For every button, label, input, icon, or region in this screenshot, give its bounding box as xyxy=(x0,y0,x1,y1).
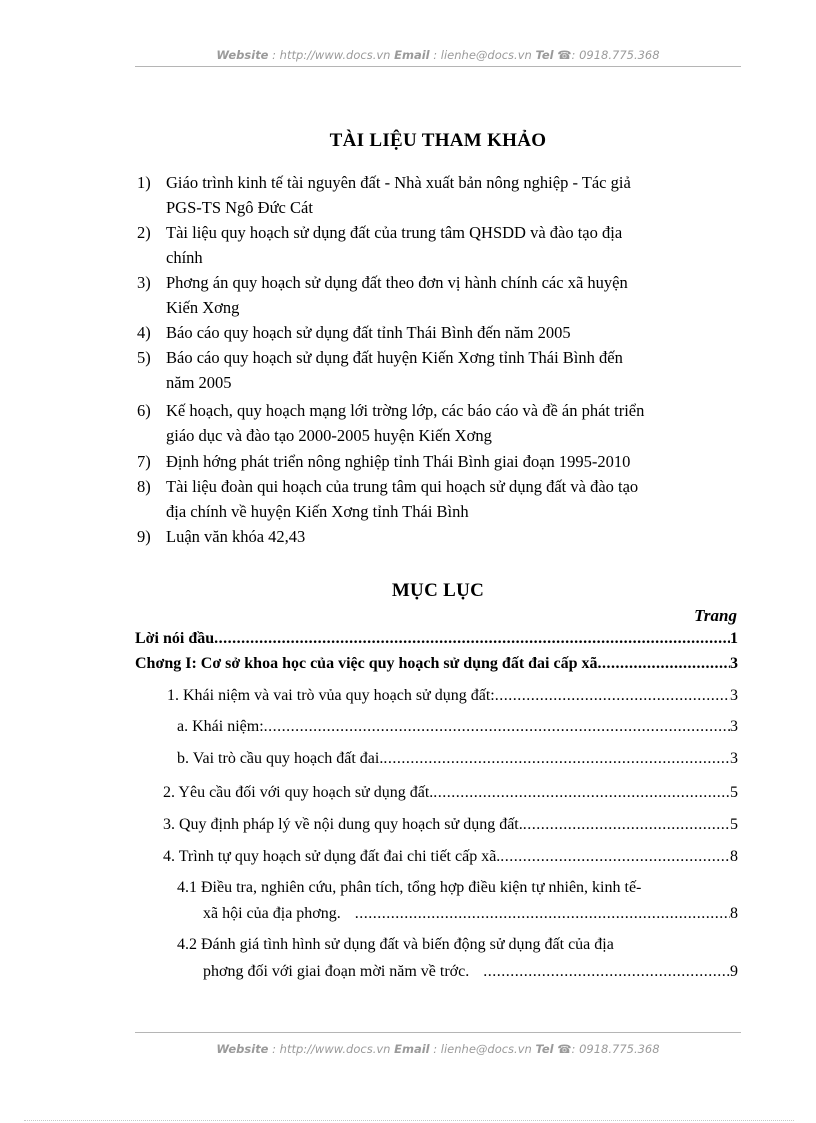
reference-text xyxy=(166,524,743,549)
toc-leader-dots xyxy=(523,816,730,834)
toc-entry-1b[interactable] xyxy=(177,750,738,768)
toc-entry-4-1[interactable] xyxy=(203,905,738,923)
toc-entry-1a[interactable] xyxy=(177,718,738,736)
toc-entry-loi-noi-dau[interactable] xyxy=(135,630,738,648)
reference-number: 4) xyxy=(137,323,151,342)
toc-entry-label: phơng đối với giai đoạn mời năm về trớc. xyxy=(203,963,470,980)
toc-entry-label: 1. Khái niệm và vai trò vủa quy hoạch sử dụng đất: xyxy=(167,687,495,704)
toc-entry-4-2[interactable] xyxy=(203,963,738,981)
reference-line: Báo cáo quy hoạch sử dụng đất tỉnh Thái Bình đến năm 2005 xyxy=(166,323,571,342)
toc-entry-4-2-line1: 4.2 Đánh giá tình hình sử dụng đất và biến động sử dụng đất của địa xyxy=(177,936,614,953)
reference-number: 2) xyxy=(137,223,151,242)
page-footer xyxy=(135,1042,741,1056)
toc-entry-4-1-line1: 4.1 Điều tra, nghiên cứu, phân tích, tổng hợp điều kiện tự nhiên, kinh tế- xyxy=(177,879,642,896)
reference-line: Báo cáo quy hoạch sử dụng đất huyện Kiến Xơng tỉnh Thái Bình đến xyxy=(166,348,623,367)
reference-item xyxy=(137,270,743,320)
footer-email-value: : lienhe@docs.vn xyxy=(433,1042,532,1056)
toc-entry-page: 1 xyxy=(730,630,738,647)
toc-leader-dots xyxy=(483,963,730,981)
reference-text xyxy=(166,398,743,448)
reference-line: Kế hoạch, quy hoạch mạng lới trờng lớp, các báo cáo và đề án phát triển xyxy=(166,401,645,420)
header-tel-label: Tel xyxy=(535,48,554,62)
toc-leader-dots xyxy=(598,655,731,673)
toc-entry-page: 3 xyxy=(730,655,738,672)
reference-line: Phơng án quy hoạch sử dụng đất theo đơn vị hành chính các xã huyện xyxy=(166,273,628,292)
reference-item xyxy=(137,474,743,524)
reference-text xyxy=(166,220,743,270)
toc-leader-dots xyxy=(355,905,730,923)
reference-number: 7) xyxy=(137,452,151,471)
reference-text xyxy=(166,474,743,524)
toc-entry-page: 3 xyxy=(730,687,738,704)
reference-text xyxy=(166,170,743,220)
reference-item xyxy=(137,398,743,448)
header-email-label: Email xyxy=(394,48,430,62)
toc-leader-dots xyxy=(264,718,730,736)
reference-text xyxy=(166,345,743,395)
footer-email-label: Email xyxy=(394,1042,430,1056)
toc-entry-label: Chơng I: Cơ sở khoa học của việc quy hoạch sử dụng đất đai cấp xã xyxy=(135,655,598,672)
toc-entry-page: 5 xyxy=(730,784,738,801)
header-email-value: : lienhe@docs.vn xyxy=(433,48,532,62)
toc-leader-dots xyxy=(500,848,730,866)
toc-entry-page: 3 xyxy=(730,718,738,735)
toc-leader-dots xyxy=(495,687,730,705)
reference-item xyxy=(137,345,743,395)
reference-item xyxy=(137,320,743,345)
toc-entry-2[interactable] xyxy=(163,784,738,802)
reference-line: địa chính về huyện Kiến Xơng tỉnh Thái Bình xyxy=(166,502,469,521)
reference-line: Tài liệu quy hoạch sử dụng đất của trung tâm QHSDD và đào tạo địa xyxy=(166,223,623,242)
toc-entry-chapter-1[interactable] xyxy=(135,655,738,673)
toc-entry-4[interactable] xyxy=(163,848,738,866)
toc-entry-3[interactable] xyxy=(163,816,738,834)
toc-entry-label: 4. Trình tự quy hoạch sử dụng đất đai chi tiết cấp xã. xyxy=(163,848,501,865)
footer-website-value: : http://www.docs.vn xyxy=(272,1042,391,1056)
reference-line: PGS-TS Ngô Đức Cát xyxy=(166,198,313,217)
toc-entry-page: 3 xyxy=(730,750,738,767)
toc-title: MỤC LỤC xyxy=(391,580,485,601)
toc-leader-dots xyxy=(214,630,730,648)
reference-line: Giáo trình kinh tế tài nguyên đất - Nhà xuất bản nông nghiệp - Tác giả xyxy=(166,173,631,192)
reference-line: Định hớng phát triển nông nghiệp tỉnh Thái Bình giai đoạn 1995-2010 xyxy=(166,452,631,471)
toc-entry-label: xã hội của địa phơng. xyxy=(203,905,341,922)
toc-entry-page: 9 xyxy=(730,963,738,980)
footer-tel-value: ☎: 0918.775.368 xyxy=(557,1042,660,1056)
reference-line: chính xyxy=(166,248,203,267)
page-bottom-border xyxy=(24,1120,794,1121)
reference-number: 9) xyxy=(137,527,151,546)
toc-entry-label: a. Khái niệm: xyxy=(177,718,264,735)
toc-entry-page: 5 xyxy=(730,816,738,833)
header-website-value: : http://www.docs.vn xyxy=(272,48,391,62)
footer-rule xyxy=(135,1032,741,1033)
toc-page-column-label: Trang xyxy=(694,606,737,625)
reference-number: 1) xyxy=(137,173,151,192)
reference-text xyxy=(166,320,743,345)
toc-entry-label: Lời nói đầu xyxy=(135,630,215,647)
reference-item xyxy=(137,449,743,474)
reference-number: 8) xyxy=(137,477,151,496)
reference-line: Luận văn khóa 42,43 xyxy=(166,527,306,546)
reference-line: giáo dục và đào tạo 2000-2005 huyện Kiến Xơng xyxy=(166,426,492,445)
header-website-label: Website xyxy=(216,48,269,62)
reference-number: 5) xyxy=(137,348,151,367)
reference-item xyxy=(137,524,743,549)
reference-text xyxy=(166,270,743,320)
toc-entry-label: 2. Yêu cầu đối với quy hoạch sử dụng đất. xyxy=(163,784,434,801)
page-header xyxy=(135,48,741,62)
reference-number: 3) xyxy=(137,273,151,292)
toc-entry-label: b. Vai trò cầu quy hoạch đất đai. xyxy=(177,750,384,767)
reference-item xyxy=(137,170,743,220)
toc-leader-dots xyxy=(433,784,730,802)
reference-item xyxy=(137,220,743,270)
footer-tel-label: Tel xyxy=(535,1042,554,1056)
reference-number: 6) xyxy=(137,401,151,420)
reference-line: năm 2005 xyxy=(166,373,232,392)
footer-website-label: Website xyxy=(216,1042,269,1056)
reference-line: Kiến Xơng xyxy=(166,298,240,317)
references-title: TÀI LIỆU THAM KHẢO xyxy=(329,130,547,151)
header-tel-value: ☎: 0918.775.368 xyxy=(557,48,660,62)
toc-entry-page: 8 xyxy=(730,848,738,865)
reference-text xyxy=(166,449,743,474)
toc-entry-page: 8 xyxy=(730,905,738,922)
header-rule xyxy=(135,66,741,67)
toc-entry-1[interactable] xyxy=(167,687,738,705)
toc-leader-dots xyxy=(383,750,730,768)
toc-entry-label: 3. Quy định pháp lý về nội dung quy hoạch sử dụng đất. xyxy=(163,816,523,833)
reference-line: Tài liệu đoàn qui hoạch của trung tâm qui hoạch sử dụng đất và đào tạo xyxy=(166,477,639,496)
